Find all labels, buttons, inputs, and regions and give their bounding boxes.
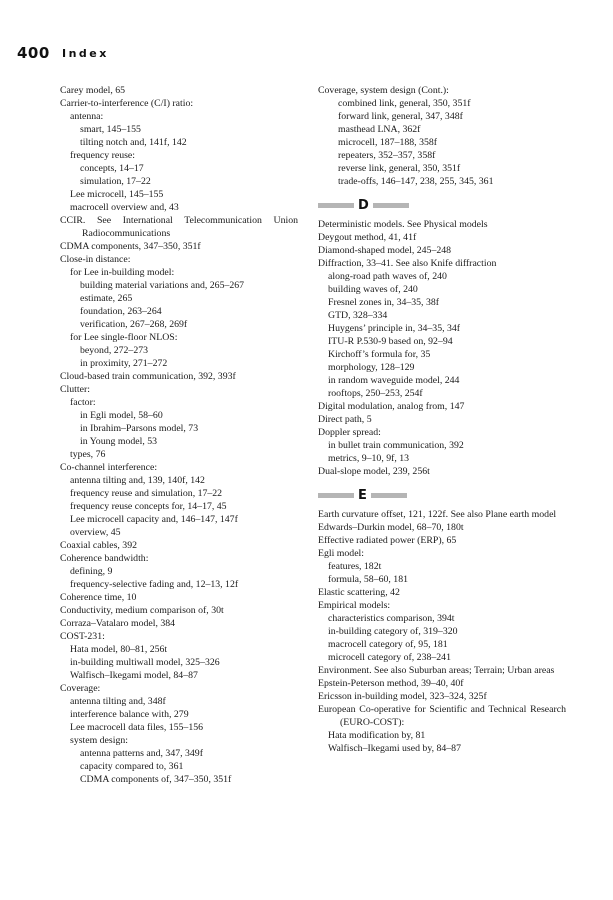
index-entry: Lee macrocell data files, 155–156: [70, 722, 204, 733]
index-entry: Digital modulation, analog from, 147: [318, 401, 465, 412]
index-entry: rooftops, 250–253, 254f: [328, 388, 423, 399]
index-entry: in-building multiwall model, 325–326: [70, 657, 220, 668]
index-entry: Hata modification by, 81: [328, 730, 426, 741]
index-entry: Carrier-to-interference (C/I) ratio:: [60, 98, 194, 109]
index-entry: along-road path waves of, 240: [328, 271, 447, 282]
index-entry: building waves of, 240: [328, 284, 418, 295]
index-column-left: [60, 84, 298, 786]
index-entry: Fresnel zones in, 34–35, 38f: [328, 297, 440, 308]
index-entry: microcell category of, 238–241: [328, 652, 451, 663]
page-number: 400: [17, 44, 50, 62]
index-entry: defining, 9: [70, 566, 113, 577]
index-entry: beyond, 272–273: [80, 345, 149, 356]
index-entry: simulation, 17–22: [80, 176, 151, 187]
index-entry: Carey model, 65: [60, 85, 126, 96]
index-entry: Clutter:: [60, 384, 90, 395]
index-entry: morphology, 128–129: [328, 362, 415, 373]
index-entry: Deygout method, 41, 41f: [318, 232, 417, 243]
index-entry: CDMA components, 347–350, 351f: [60, 241, 201, 252]
index-entry: Environment. See also Suburban areas; Terrain; Urban areas: [318, 665, 555, 676]
heading-rule: [373, 203, 409, 208]
index-entry: Corraza–Vatalaro model, 384: [60, 618, 176, 629]
index-entry: CCIR. See International Telecommunication Union Radiocommunications: [60, 215, 298, 239]
section-heading-e: [318, 484, 566, 506]
index-entry: frequency reuse concepts for, 14–17, 45: [70, 501, 227, 512]
index-entry: Deterministic models. See Physical models: [318, 219, 488, 230]
index-entry: Elastic scattering, 42: [318, 587, 400, 598]
index-entry: types, 76: [70, 449, 106, 460]
index-entry: Dual-slope model, 239, 256t: [318, 466, 430, 477]
index-entry: Walfisch–Ikegami model, 84–87: [70, 670, 198, 681]
index-entry: interference balance with, 279: [70, 709, 189, 720]
index-entry: capacity compared to, 361: [80, 761, 184, 772]
index-entry: in bullet train communication, 392: [328, 440, 464, 451]
heading-rule: [318, 203, 354, 208]
index-entry: ITU-R P.530-9 based on, 92–94: [328, 336, 453, 347]
index-entry: Conductivity, medium comparison of, 30t: [60, 605, 224, 616]
index-entry: in Ibrahim–Parsons model, 73: [80, 423, 199, 434]
index-entry: foundation, 263–264: [80, 306, 162, 317]
index-entry: metrics, 9–10, 9f, 13: [328, 453, 410, 464]
index-entry: CDMA components of, 347–350, 351f: [80, 774, 232, 785]
index-entry: in-building category of, 319–320: [328, 626, 458, 637]
index-entry: Coherence bandwidth:: [60, 553, 149, 564]
index-entry: Edwards–Durkin model, 68–70, 180t: [318, 522, 464, 533]
heading-rule: [318, 493, 354, 498]
index-entry: verification, 267–268, 269f: [80, 319, 188, 330]
index-entry: smart, 145–155: [80, 124, 141, 135]
index-entry: in random waveguide model, 244: [328, 375, 460, 386]
index-entry: Epstein-Peterson method, 39–40, 40f: [318, 678, 464, 689]
index-entry: frequency-selective fading and, 12–13, 12f: [70, 579, 239, 590]
index-entry: in Young model, 53: [80, 436, 158, 447]
index-entry: antenna patterns and, 347, 349f: [80, 748, 203, 759]
index-entry: frequency reuse and simulation, 17–22: [70, 488, 223, 499]
index-entry: overview, 45: [70, 527, 121, 538]
index-entry: Huygens’ principle in, 34–35, 34f: [328, 323, 461, 334]
index-entry: combined link, general, 350, 351f: [338, 98, 471, 109]
index-entry: Empirical models:: [318, 600, 391, 611]
index-entry: features, 182t: [328, 561, 382, 572]
index-entry: Lee microcell, 145–155: [70, 189, 164, 200]
index-entry: for Lee single-floor NLOS:: [70, 332, 178, 343]
index-entry: factor:: [70, 397, 96, 408]
index-entry: tilting notch and, 141f, 142: [80, 137, 187, 148]
index-entry: system design:: [70, 735, 128, 746]
index-entry: antenna tilting and, 139, 140f, 142: [70, 475, 205, 486]
section-letter: E: [358, 487, 367, 503]
index-entry: Co-channel interference:: [60, 462, 158, 473]
index-entry: Ericsson in-building model, 323–324, 325f: [318, 691, 487, 702]
index-entry: Cloud-based train communication, 392, 393f: [60, 371, 236, 382]
index-entry: building material variations and, 265–267: [80, 280, 245, 291]
index-entry: characteristics comparison, 394t: [328, 613, 455, 624]
index-entry: microcell, 187–188, 358f: [338, 137, 438, 148]
index-entry: antenna tilting and, 348f: [70, 696, 166, 707]
index-entry: Effective radiated power (ERP), 65: [318, 535, 457, 546]
index-entry: concepts, 14–17: [80, 163, 144, 174]
index-entry: Diamond-shaped model, 245–248: [318, 245, 452, 256]
index-entry: estimate, 265: [80, 293, 133, 304]
index-entry: in Egli model, 58–60: [80, 410, 163, 421]
index-entry: in proximity, 271–272: [80, 358, 168, 369]
section-letter: D: [358, 197, 369, 213]
index-entry: Lee microcell capacity and, 146–147, 147f: [70, 514, 238, 525]
index-entry: repeaters, 352–357, 358f: [338, 150, 436, 161]
index-entry: COST-231:: [60, 631, 105, 642]
index-column-right: [318, 84, 566, 755]
index-entry: Coaxial cables, 392: [60, 540, 137, 551]
index-entry: Coverage, system design (Cont.):: [318, 85, 449, 96]
index-entry: Doppler spread:: [318, 427, 381, 438]
index-entry: antenna:: [70, 111, 104, 122]
index-entry: European Co-operative for Scientific and Technical Research (EURO-COST):: [318, 704, 566, 728]
index-entry: GTD, 328–334: [328, 310, 388, 321]
index-entry: Diffraction, 33–41. See also Knife diffraction: [318, 258, 497, 269]
index-entry: Coherence time, 10: [60, 592, 137, 603]
section-heading-d: [318, 194, 566, 216]
index-entry: frequency reuse:: [70, 150, 136, 161]
index-entry: masthead LNA, 362f: [338, 124, 421, 135]
index-entry: Coverage:: [60, 683, 101, 694]
index-entry: Direct path, 5: [318, 414, 372, 425]
index-entry: Walfisch–Ikegami used by, 84–87: [328, 743, 461, 754]
index-entry: for Lee in-building model:: [70, 267, 175, 278]
index-entry: macrocell overview and, 43: [70, 202, 179, 213]
index-entry: Egli model:: [318, 548, 364, 559]
index-entry: forward link, general, 347, 348f: [338, 111, 463, 122]
running-head: Index: [62, 47, 109, 60]
index-entry: trade-offs, 146–147, 238, 255, 345, 361: [338, 176, 494, 187]
index-entry: Hata model, 80–81, 256t: [70, 644, 168, 655]
index-entry: reverse link, general, 350, 351f: [338, 163, 461, 174]
index-entry: macrocell category of, 95, 181: [328, 639, 448, 650]
index-entry: Earth curvature offset, 121, 122f. See also Plane earth model: [318, 509, 557, 520]
index-entry: Close-in distance:: [60, 254, 131, 265]
heading-rule: [371, 493, 407, 498]
index-entry: Kirchoff’s formula for, 35: [328, 349, 431, 360]
index-entry: formula, 58–60, 181: [328, 574, 408, 585]
